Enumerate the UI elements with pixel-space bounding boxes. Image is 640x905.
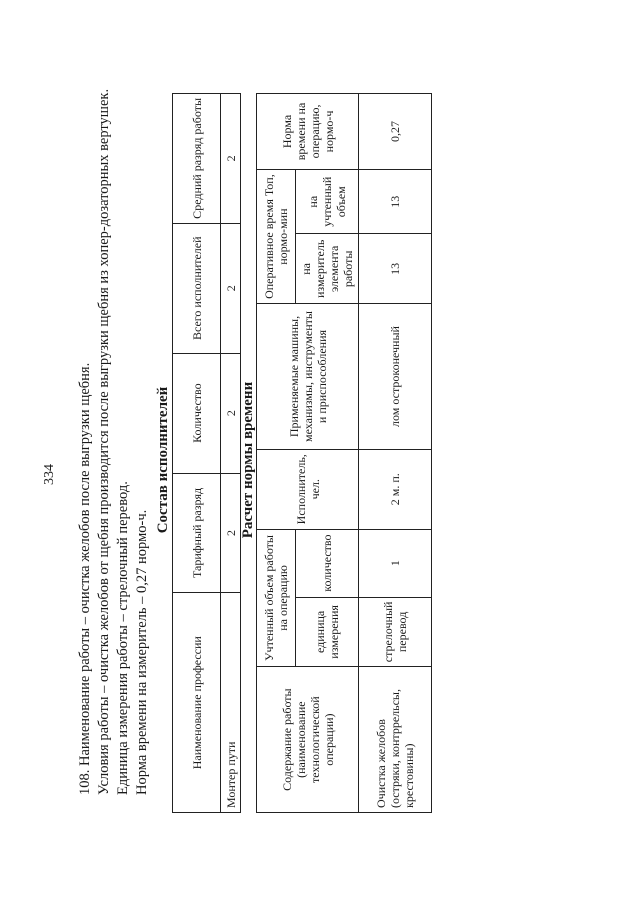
header-time-norm: Норма времени на операцию, нормо-ч <box>257 94 359 170</box>
page-number: 334 <box>42 464 57 485</box>
table-row <box>359 94 432 813</box>
staff-table <box>172 93 241 813</box>
staff-section-title: Состав исполнителей <box>155 386 171 534</box>
header-time-per-meter: на измеритель элемента работы <box>296 234 359 304</box>
header-operative-time: Оперативное время Топ, нормо-мин <box>257 169 296 303</box>
work-description <box>76 75 152 795</box>
cell-quantity: 2 <box>221 353 241 473</box>
header-tariff-grade: Тарифный разряд <box>173 473 221 593</box>
header-executor: Исполнитель, чел. <box>257 449 359 529</box>
header-average-grade: Средний разряд работы <box>173 94 221 224</box>
header-work-content: Содержание работы (наименование технологической операции) <box>257 667 359 813</box>
cell-time-per-volume: 13 <box>359 169 432 234</box>
header-volume-qty: количество <box>296 529 359 597</box>
header-work-volume: Учтенный объем работы на операцию <box>257 529 296 667</box>
calc-table-header-top <box>257 94 296 813</box>
calc-section-title: Расчет нормы времени <box>240 381 256 539</box>
cell-total-executors: 2 <box>221 223 241 353</box>
header-machines: Применяемые машины, механизмы, инструменты и приспособления <box>257 304 359 450</box>
work-norm-line: Норма времени на измеритель – 0,27 нормо-ч. <box>134 509 150 795</box>
header-profession: Наименование профессии <box>173 593 221 813</box>
cell-time-per-meter: 13 <box>359 234 432 304</box>
header-time-per-volume: на учтенный объем <box>296 169 359 234</box>
cell-volume-qty: 1 <box>359 529 432 597</box>
cell-average-grade: 2 <box>221 94 241 224</box>
cell-executor: 2 м. п. <box>359 449 432 529</box>
cell-tariff-grade: 2 <box>221 473 241 593</box>
header-total-executors: Всего исполнителей <box>173 223 221 353</box>
header-quantity: Количество <box>173 353 221 473</box>
cell-machines: лом остроконечный <box>359 304 432 450</box>
time-norm-table <box>256 93 432 813</box>
work-unit-line: Единица измерения работы – стрелочный перевод. <box>115 481 131 795</box>
header-volume-unit: единица измерения <box>296 597 359 667</box>
cell-volume-unit: стрелочный перевод <box>359 597 432 667</box>
table-row <box>221 94 241 813</box>
cell-profession: Монтер пути <box>221 593 241 813</box>
work-conditions-line: Условия работы – очистка желобов от щебня производится после выгрузки щебня из хопер-дозаторных вертушек. <box>96 88 112 795</box>
cell-time-norm: 0,27 <box>359 94 432 170</box>
cell-work-content: Очистка желобов (остряки, контррельсы, крестовины) <box>359 667 432 813</box>
work-name-line: 108. Наименование работы – очистка желобов после выгрузки щебня. <box>77 362 93 795</box>
staff-table-header <box>173 94 221 813</box>
